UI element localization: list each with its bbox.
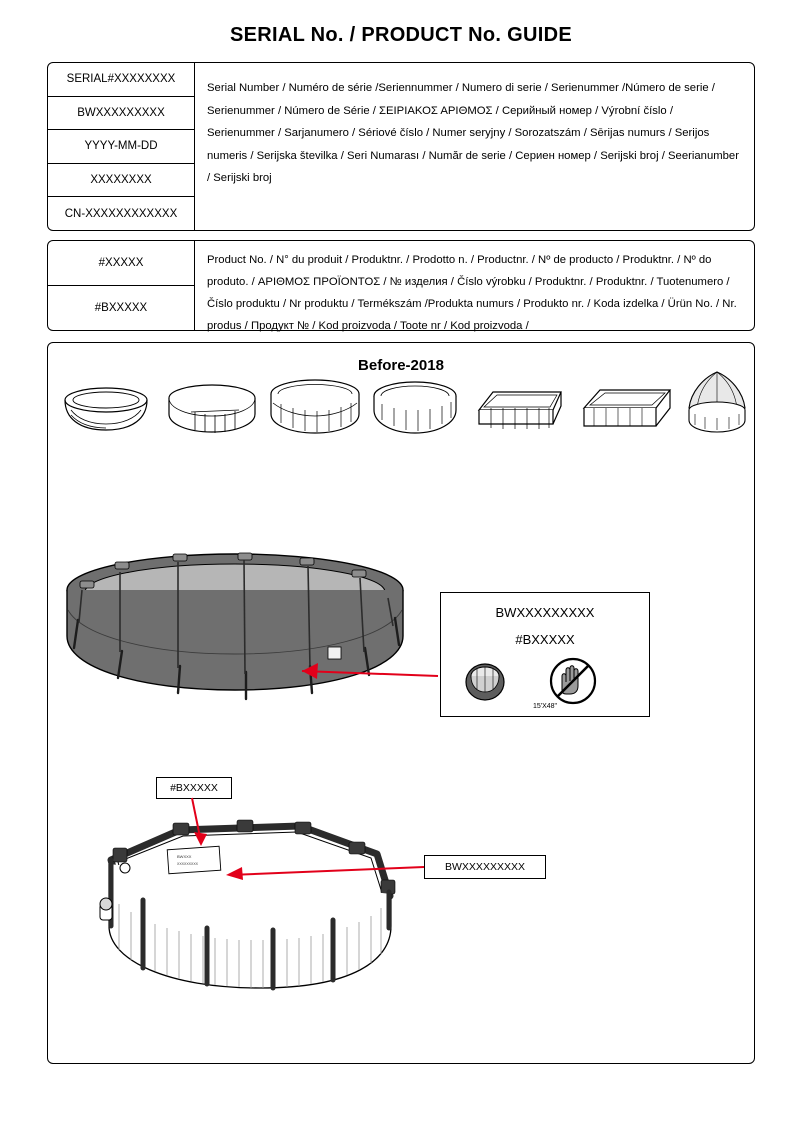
rectangular-frame-pool-large-icon	[580, 382, 676, 434]
callout-serial-number: BWXXXXXXXXX	[495, 605, 595, 620]
product-number-translations: Product No. / N° du produit / Produktnr. / Prodotto n. / Productnr. / Nº de producto / Produktnr. / Nº do produto. / ΑΡΙΘΜΟΣ ΠΡΟΪΟΝΤΟΣ / № изделия / Číslo výrobku / Produktnr. / Produktnr. / Tuotenumero / Číslo produktu / Nr produktu / Termékszám /Produkta numurs / Produkto nr. / Koda izdelka / Ürün No. / Nr. produs / Продукт № / Kod proizvoda / Toote nr / Kod proizvoda /	[207, 254, 737, 333]
serial-number-table	[47, 62, 755, 231]
tag-serial-arrow	[216, 856, 430, 882]
serial-example-1: SERIAL#XXXXXXXX	[48, 63, 194, 97]
rectangular-frame-pool-icon	[475, 382, 571, 434]
pool-type-thumbnail-row	[55, 370, 747, 436]
serial-number-translations: Serial Number / Numéro de série /Seriennummer / Numero di serie / Serienummer /Número de serie / Serienummer / Número de Série / ΣΕΙΡΙΑΚΟΣ ΑΡΙΘΜΟΣ / Серийный номер / Výrobní číslo / Serienummer / Sarjanumero / Sériové číslo / Numer seryjny / Sorozatszám / Sērijas numurs / Serijos numeris / Serijska številka / Seri Numarası / Număr de serie / Сериен номер / Serijski broj / Seerianumber / Serijski broj	[207, 82, 739, 185]
callout-product-number: #BXXXXX	[515, 632, 575, 647]
illustration-title: Before-2018	[358, 357, 444, 374]
serial-example-3: YYYY-MM-DD	[48, 130, 194, 164]
serial-example-4: XXXXXXXX	[48, 164, 194, 198]
no-hands-warning-icon	[548, 656, 598, 706]
pool-liner-icon	[462, 658, 508, 704]
serial-example-5: CN-XXXXXXXXXXXX	[64, 207, 178, 220]
svg-text:XXXXXXXXX: XXXXXXXXX	[177, 862, 199, 866]
serial-example-2: BWXXXXXXXXX	[48, 97, 194, 131]
callout-size-label: 15'X48"	[532, 703, 558, 710]
tag-product-number: #BXXXXX	[156, 777, 232, 799]
svg-text:BWXXX: BWXXX	[177, 854, 192, 859]
oval-frame-pool-large-icon	[267, 378, 363, 436]
product-number-examples-column	[48, 241, 195, 330]
oval-frame-pool-icon	[165, 382, 259, 436]
frame-pool-secondary-illustration	[85, 808, 435, 1038]
serial-number-examples-column	[48, 63, 195, 230]
round-frame-pool-icon	[370, 380, 460, 436]
product-example-2: #BXXXXX	[94, 302, 148, 314]
tag-product-arrow	[176, 796, 216, 856]
tag-serial-number: BWXXXXXXXXX	[424, 855, 546, 879]
round-frame-pool-with-canopy-icon	[683, 370, 751, 436]
product-example-1: #XXXXX	[48, 241, 194, 286]
page-title: SERIAL No. / PRODUCT No. GUIDE	[230, 24, 572, 46]
callout-arrow-main	[278, 658, 448, 698]
round-inflatable-pool-icon	[61, 384, 151, 436]
product-number-table	[47, 240, 755, 331]
